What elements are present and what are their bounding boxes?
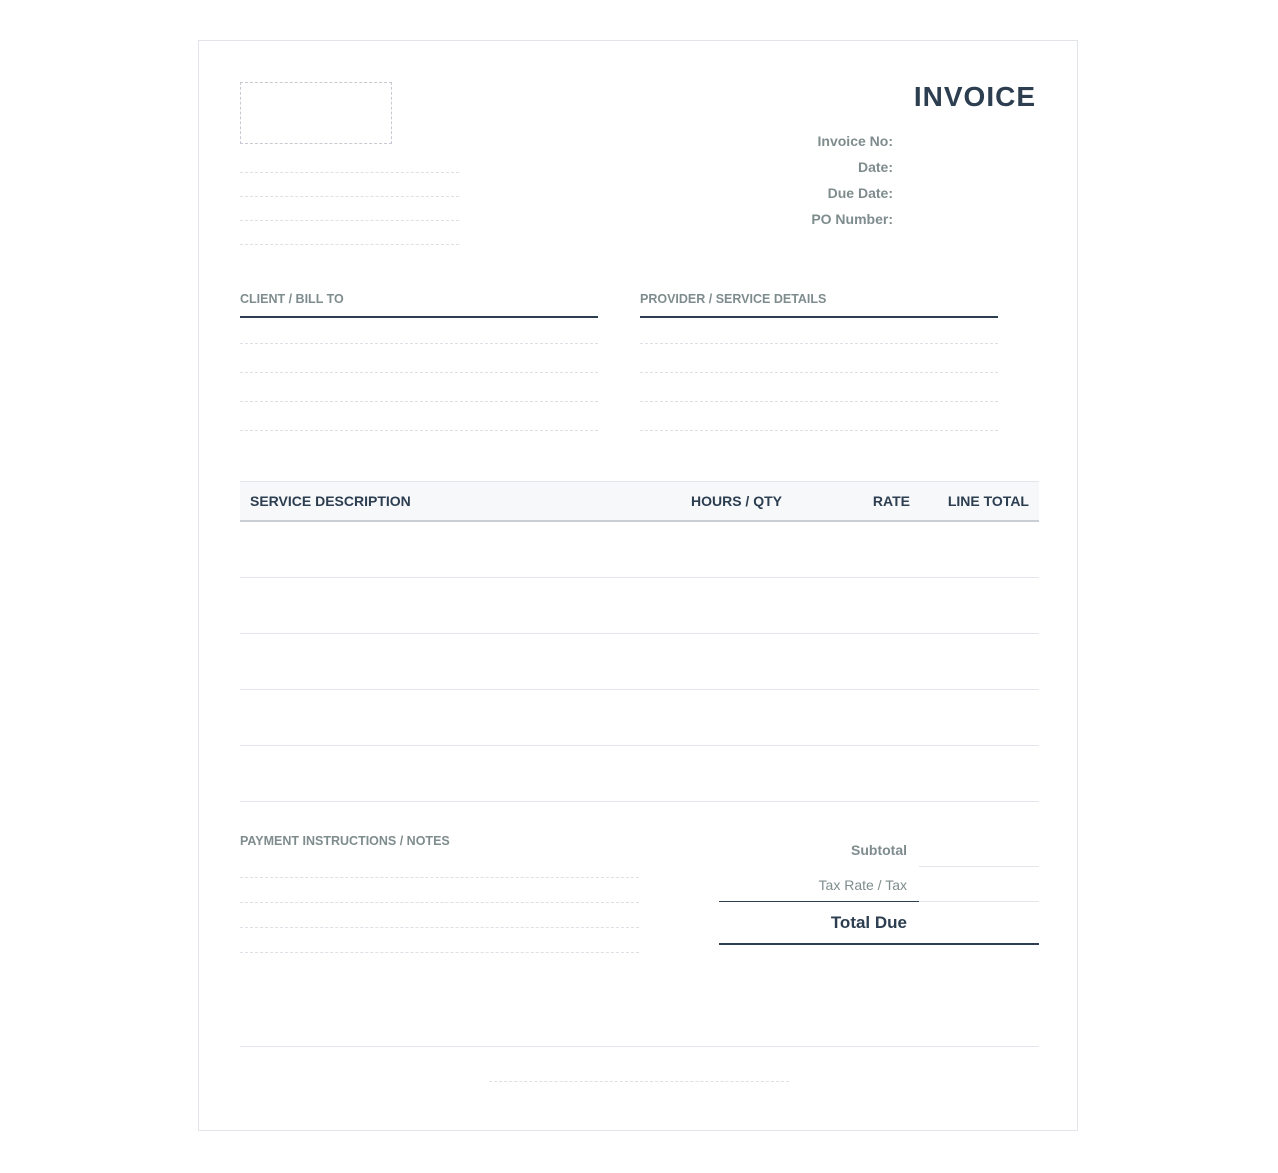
subtotal-label: Subtotal [851,842,907,858]
sender-address-line[interactable] [240,172,459,173]
notes-line[interactable] [240,952,639,953]
column-rate: RATE [872,493,910,509]
invoice-number-label: Invoice No: [817,133,893,149]
client-detail-line[interactable] [240,372,598,373]
notes-line[interactable] [240,902,639,903]
items-table-header [240,481,1039,522]
provider-detail-line[interactable] [640,430,998,431]
sender-address-line[interactable] [240,244,459,245]
client-detail-line[interactable] [240,343,598,344]
tax-divider [719,901,919,902]
notes-line[interactable] [240,877,639,878]
provider-detail-line[interactable] [640,343,998,344]
tax-value-field[interactable] [919,901,1039,902]
total-due-label: Total Due [830,913,907,932]
date-label: Date: [857,159,893,175]
client-section-heading: CLIENT / BILL TO [240,292,598,318]
table-row[interactable] [240,801,1039,802]
logo-placeholder[interactable] [240,82,392,144]
column-line-total: LINE TOTAL [947,493,1029,509]
due-date-label: Due Date: [827,185,893,201]
provider-detail-line[interactable] [640,401,998,402]
subtotal-value-field[interactable] [919,866,1039,867]
client-detail-line[interactable] [240,430,598,431]
table-row[interactable] [240,577,1039,578]
payment-notes-heading: PAYMENT INSTRUCTIONS / NOTES [240,834,450,848]
table-row[interactable] [240,633,1039,634]
signature-line[interactable] [489,1081,789,1082]
sender-address-line[interactable] [240,196,459,197]
client-detail-line[interactable] [240,401,598,402]
tax-label: Tax Rate / Tax [818,877,907,893]
footer-divider [240,1046,1039,1047]
notes-line[interactable] [240,927,639,928]
sender-address-line[interactable] [240,220,459,221]
column-service-description: SERVICE DESCRIPTION [250,493,411,509]
total-due-divider [719,943,1039,945]
table-row[interactable] [240,745,1039,746]
column-hours-qty: HOURS / QTY [690,493,782,509]
po-number-label: PO Number: [811,211,893,227]
provider-detail-line[interactable] [640,372,998,373]
table-row[interactable] [240,689,1039,690]
invoice-page [198,40,1078,1131]
invoice-title: INVOICE [913,81,1036,112]
provider-section-heading: PROVIDER / SERVICE DETAILS [640,292,998,318]
